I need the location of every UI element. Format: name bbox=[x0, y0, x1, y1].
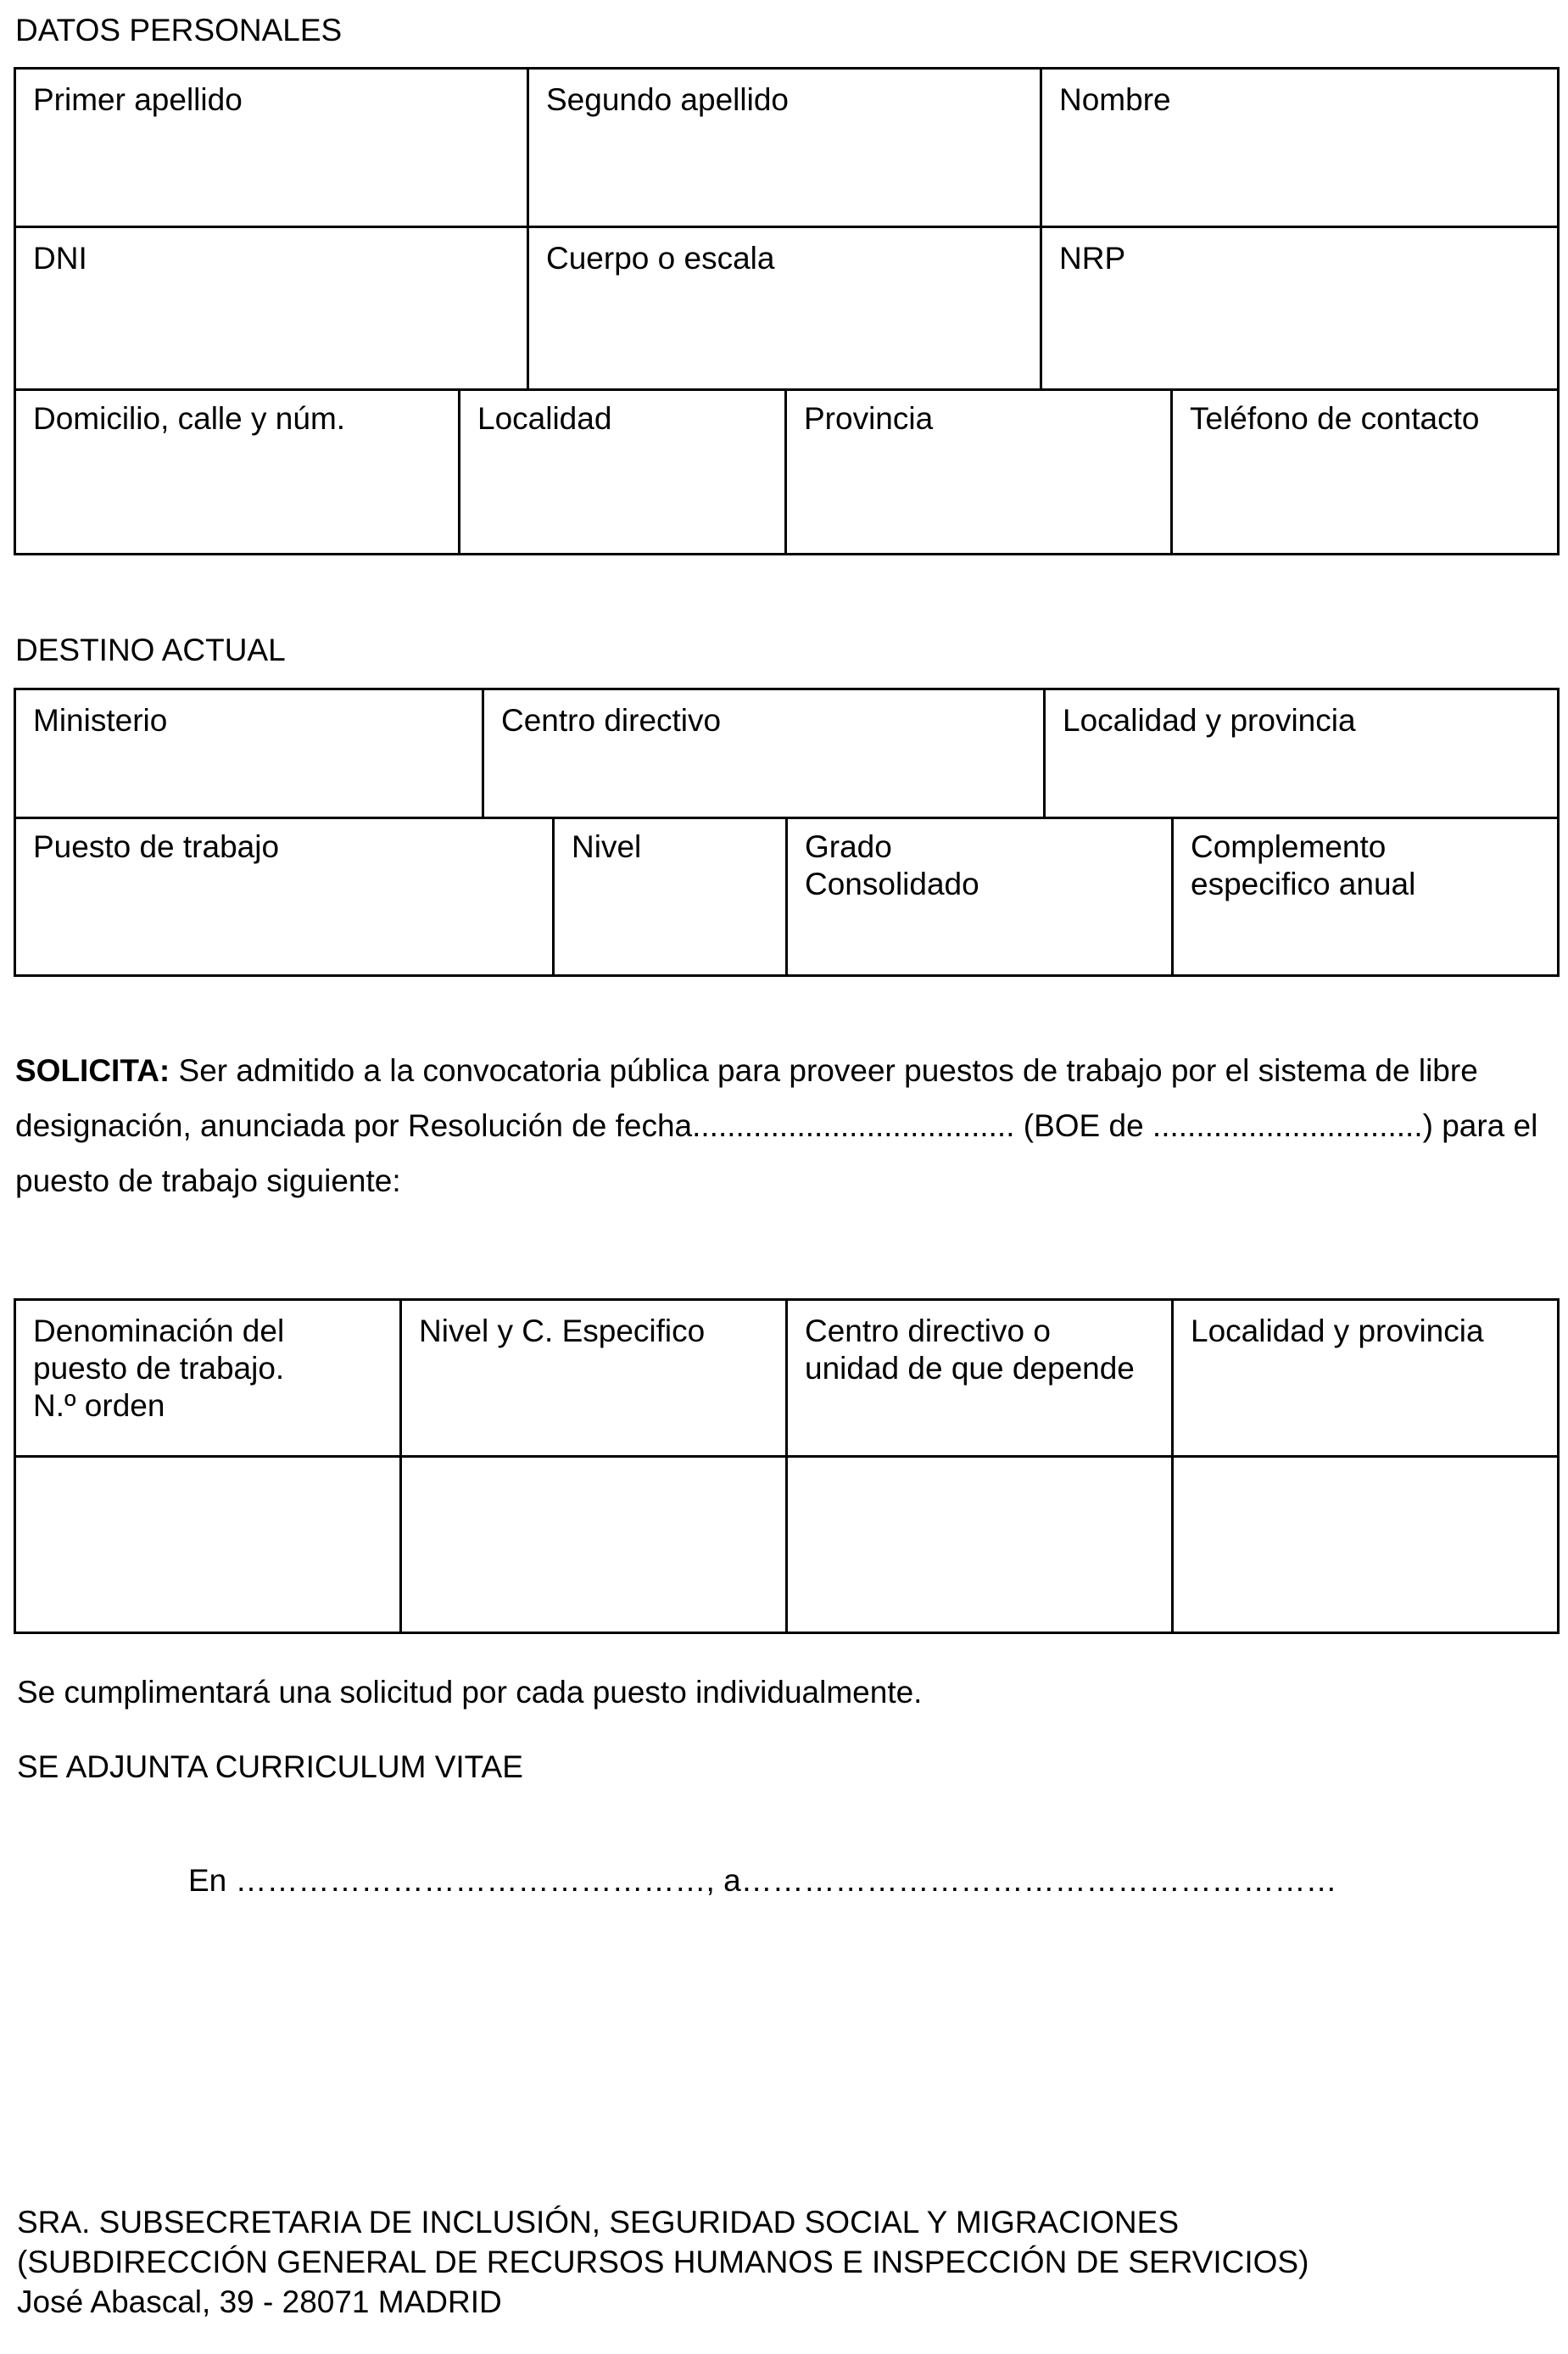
field-grado-consolidado[interactable]: Grado Consolidado bbox=[787, 817, 1173, 975]
section-heading-datos-personales: DATOS PERSONALES bbox=[15, 13, 343, 47]
cell-localidad-provincia[interactable] bbox=[1173, 1457, 1559, 1633]
field-ministerio[interactable]: Ministerio bbox=[15, 689, 483, 818]
cell-centro-directivo[interactable] bbox=[787, 1457, 1173, 1633]
field-primer-apellido[interactable]: Primer apellido bbox=[15, 69, 528, 227]
header-nivel-especifico: Nivel y C. Especifico bbox=[401, 1300, 787, 1457]
field-provincia[interactable]: Provincia bbox=[786, 388, 1172, 554]
header-localidad-provincia: Localidad y provincia bbox=[1173, 1300, 1559, 1457]
cell-nivel-especifico[interactable] bbox=[401, 1457, 787, 1633]
field-centro-directivo[interactable]: Centro directivo bbox=[483, 689, 1045, 818]
field-cuerpo-escala[interactable]: Cuerpo o escala bbox=[528, 227, 1041, 390]
field-domicilio[interactable]: Domicilio, calle y núm. bbox=[15, 388, 460, 554]
solicita-text: Ser admitido a la convocatoria pública para proveer puestos de trabajo por el sistema de libre designación, anunciada por Resolución de fecha..................................... (BOE de ...............................) para el puesto de trabajo siguiente: bbox=[15, 1053, 1538, 1198]
field-dni[interactable]: DNI bbox=[15, 227, 528, 390]
destino-actual-table-b bbox=[14, 817, 1560, 977]
header-centro-directivo: Centro directivo o unidad de que depende bbox=[787, 1300, 1173, 1457]
field-nombre[interactable]: Nombre bbox=[1041, 69, 1559, 227]
datos-personales-table-b bbox=[14, 388, 1560, 555]
note-una-solicitud: Se cumplimentará una solicitud por cada puesto individualmente. bbox=[17, 1675, 923, 1710]
header-denominacion-puesto: Denominación del puesto de trabajo. N.º orden bbox=[15, 1300, 401, 1457]
puesto-solicitado-table bbox=[14, 1298, 1560, 1634]
addressee-line-3: José Abascal, 39 - 28071 MADRID bbox=[17, 2284, 502, 2319]
field-segundo-apellido[interactable]: Segundo apellido bbox=[528, 69, 1041, 227]
field-localidad[interactable]: Localidad bbox=[460, 388, 786, 554]
field-telefono-contacto[interactable]: Teléfono de contacto bbox=[1172, 388, 1559, 554]
cell-denominacion-puesto[interactable] bbox=[15, 1457, 401, 1633]
datos-personales-table-a bbox=[14, 67, 1560, 391]
field-complemento-especifico[interactable]: Complemento especifico anual bbox=[1173, 817, 1559, 975]
field-nrp[interactable]: NRP bbox=[1041, 227, 1559, 390]
field-localidad-provincia[interactable]: Localidad y provincia bbox=[1045, 689, 1559, 818]
field-puesto-trabajo[interactable]: Puesto de trabajo bbox=[15, 817, 554, 975]
addressee-line-2: (SUBDIRECCIÓN GENERAL DE RECURSOS HUMANOS E INSPECCIÓN DE SERVICIOS) bbox=[17, 2245, 1309, 2279]
section-heading-destino-actual: DESTINO ACTUAL bbox=[15, 633, 286, 667]
solicita-paragraph bbox=[15, 1043, 1568, 1208]
addressee-line-1: SRA. SUBSECRETARIA DE INCLUSIÓN, SEGURIDAD SOCIAL Y MIGRACIONES bbox=[17, 2205, 1179, 2240]
solicita-label: SOLICITA: bbox=[15, 1053, 170, 1088]
destino-actual-table-a bbox=[14, 688, 1560, 819]
place-date-line[interactable]: En ………………………………………, a………………………………………………… bbox=[188, 1863, 1337, 1898]
note-curriculum-vitae: SE ADJUNTA CURRICULUM VITAE bbox=[17, 1749, 523, 1784]
field-nivel[interactable]: Nivel bbox=[554, 817, 787, 975]
